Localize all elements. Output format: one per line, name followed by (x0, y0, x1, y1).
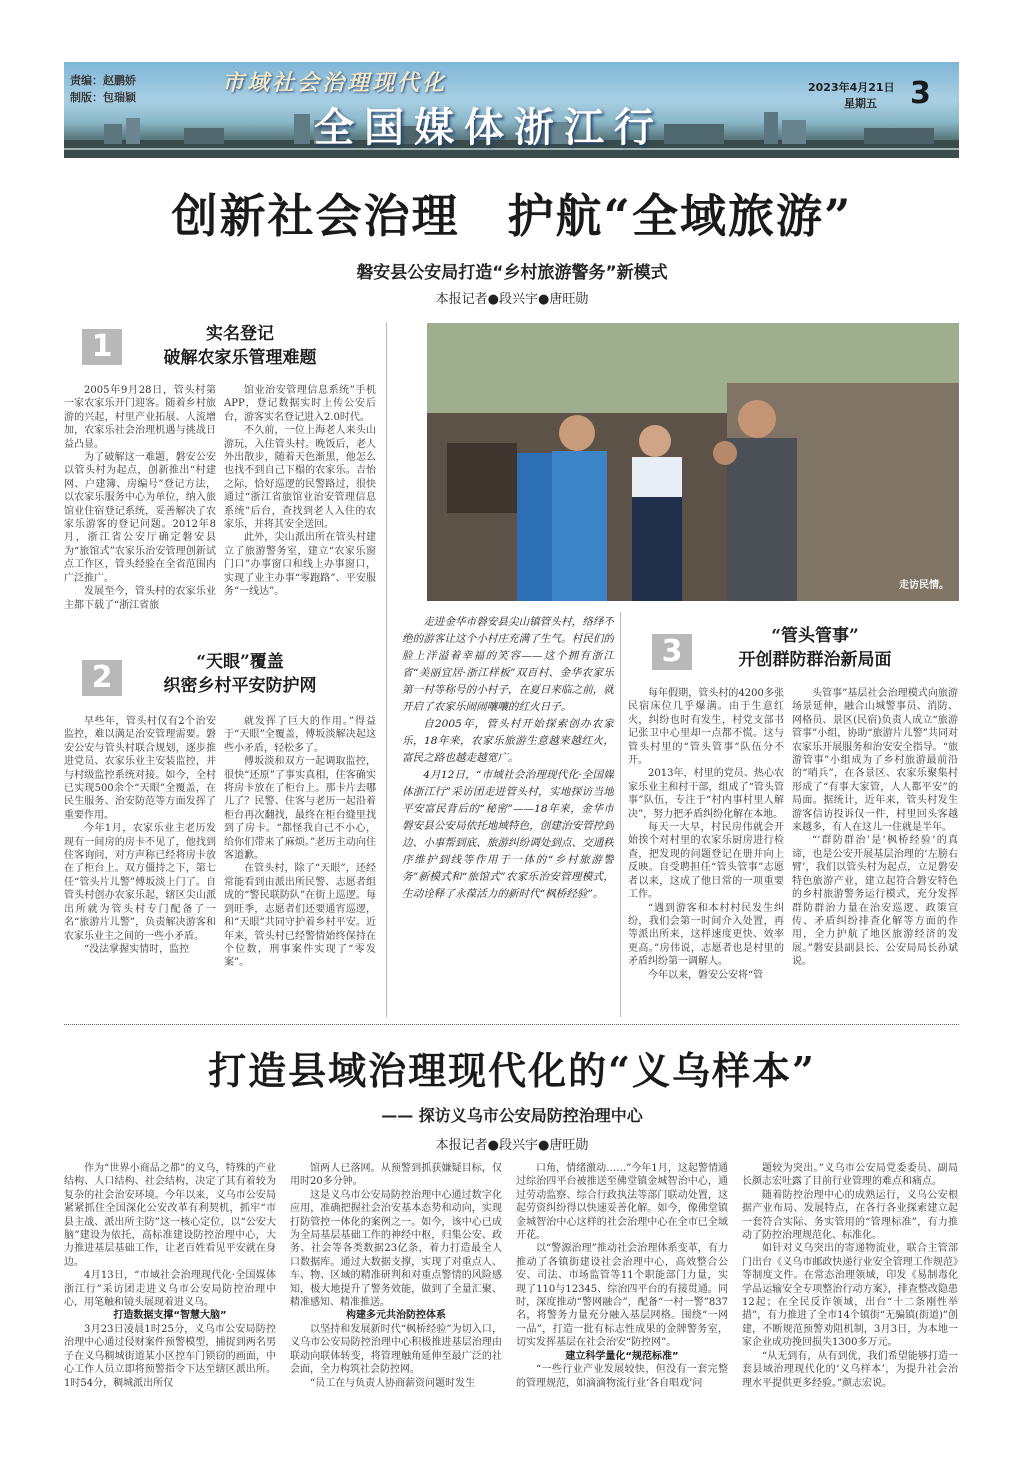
paragraph: 随着防控治理中心的成熟运行，义乌公安根据产业布局、发展特点，在各行各业探索建立起一套符合实际、务实管用的“管理标准”，有力推动了防控治理规范化、标准化。 (742, 1189, 958, 1242)
paragraph: 馆业治安管理信息系统”手机APP，登记数据实时上传公安后台，游客实名登记进入2.0时代。 (224, 385, 376, 423)
paragraph: 自2005年，管头村开始探索创办农家乐，18年来，农家乐旅游生意越来越红火，富民之路也越走越宽广。 (402, 718, 614, 764)
article1-col1b (224, 384, 376, 630)
paragraph: 2013年，村里的党员、热心农家乐业主和村干部，组成了“管头管事”队伍，专注于“村内事村里人解决”，努力把矛盾纠纷化解在本地。 (628, 768, 784, 820)
paragraph: 每年假期，管头村的4200多张民宿床位几乎爆满。由于生意红火，纠纷也时有发生，村党支部书记张卫中心里却一点都不慌。这与管头村里的“管头管事”队伍分不开。 (628, 688, 784, 767)
article2-headline: 打造县域治理现代化的“义乌样本” (208, 1048, 816, 1093)
article1-col2a (64, 715, 216, 1015)
section-title-3-line2: 开创群防群治新局面 (738, 650, 892, 670)
paragraph: 如针对义乌突出的寄递物流业，联合主管部门出台《义乌市邮政快递行业安全管理工作规范》等制度文件。在常态治理领域，印发《易制毒化学品运输安全专项整治行动方案》，排查整改隐患12起；在全民反诈领域，出台“十二条刚性举措”，有力推进了全市14个镇街“无骗镇(街道)”创建，不断规范预警劝阻机制，3月3日，为本地一家企业成功挽回损失1300多万元。 (742, 1243, 958, 1349)
article1-subhead: 磐安县公安局打造“乡村旅游警务”新模式 (356, 263, 668, 283)
paragraph: 今年1月，农家乐业主老历发现有一间房的房卡不见了，他找到住客询问，对方声称已经将房卡放在了柜台上。双方僵持之下，第七任“管头片儿警”傅坂淡上门了。自管头村创办农家乐起，辖区尖山派出所就为管头村专门配备了一名“旅游片儿警”，负责解决游客和农家乐业主之间的一些小矛盾。 (64, 823, 216, 942)
page-number: 3 (910, 76, 931, 111)
paragraph: 2005年9月28日，管头村第一家农家乐开门迎客。随着乡村旅游的兴起，村里产业拓展、人流增加，农家乐社会治理机遇与挑战日益凸显。 (64, 385, 216, 450)
article1-lead (402, 614, 614, 1014)
paragraph: 以坚持和发展新时代“枫桥经验”为切入口，义乌市公安局防控治理中心积极推进基层治理由联动向联体转变，将管理触角延伸至最广泛的社会面，全力构筑社会防控网。 (290, 1323, 502, 1376)
article2-col4 (742, 1162, 958, 1452)
paragraph: “一些行业产业发展较快，但没有一套完整的管理规范，如滴滴物流行业‘各自唱戏’问 (516, 1364, 728, 1389)
paragraph: 早些年，管头村仅有2个治安监控，难以满足治安管理需要。磐安公安与管头村联合规划，逐步推进党员、农家乐业主安装监控，并与村级监控系统对接。如今，全村已实现500余个“天眼”全覆盖，在民生服务、治安防范等方面发挥了重要作用。 (64, 716, 216, 821)
paragraph: 这是义乌市公安局防控治理中心通过数字化应用，准确把握社会治安基本态势和动向，实现打防管控一体化的案例之一。如今，该中心已成为全局基层基础工作的神经中枢，归集公安、政务、社会等各类数据23亿条，着力打造最全人口数据库。通过大数据支撑，实现了对重点人、车、物、区域的精准研判和对重点警情的风险感知，极大地提升了警务效能，做到了全量汇聚、精准感知、精准推送。 (290, 1189, 502, 1309)
section-title-1 (130, 322, 350, 370)
paragraph: “员工在与负责人协商薪资问题时发生 (310, 1377, 476, 1389)
paragraph: 在管头村，除了“天眼”，还经常能看到由派出所民警、志愿者组成的“警民联防队”在街上巡逻。每到旺季，志愿者们还要通宵巡逻，和“天眼”共同守护着乡村平安。近年来，管头村已经警情始终保持在个位数，刑事案件实现了“零发案”。 (224, 863, 376, 969)
issue-weekday: 星期五 (844, 97, 877, 110)
article1-byline: 本报记者●段兴宇●唐旺勋 (435, 292, 589, 307)
paragraph: “没法掌握实情时，监控 (84, 943, 190, 955)
article2-subhead: —— 探访义乌市公安局防控治理中心 (381, 1106, 643, 1125)
column-divider (386, 322, 387, 1017)
section-number-1: 1 (82, 329, 122, 365)
paragraph: 以“警源治理”推动社会治理体系变革，有力推动了各镇街建设社会治理中心，高效整合公安、司法、市场监管等11个职能部门力量，实现了110与12345、综治四平台的有接贯通。同时，深度推动“警网融合”，配备“一村一警”837名，将警务力量充分融入基层网格。围绕“一网一品”，打造一批有标志性成果的金牌警务室，切实发挥基层在社会治安“防控网”。 (516, 1243, 728, 1349)
section-number-3: 3 (652, 634, 692, 670)
masthead-title: 全国媒体浙江行 (314, 104, 664, 151)
section-title-2-line2: 织密乡村平安防护网 (163, 676, 317, 696)
section-title-3 (700, 624, 930, 672)
subheading-2: 构建多元共治防控体系 (346, 1310, 446, 1322)
paragraph: “从无到有，从有到优，我们希望能够打造一套县域治理现代化的‘义乌样本’，为提升社会治理水平提供更多经验。”颜志宏说。 (742, 1350, 958, 1389)
paragraph: “‘群防群治’是‘枫桥经验’的真谛，也是公安开展基层治理的‘左膀右臂’，我们以管头村为起点，立足磐安特色旅游产业，建立起符合磐安特色的乡村旅游警务运行模式，充分发挥群防群治力量在治安巡逻、政策宣传、矛盾纠纷排查化解等方面的作用，全力护航了地区旅游经济的发展。”磐安县副县长、公安局局长孙斌说。 (792, 835, 958, 968)
paragraph: 走进金华市磐安县尖山镇管头村，络绎不绝的游客让这个小村庄充满了生气。村民们的脸上洋溢着幸福的笑容——这个拥有浙江省“美丽宜居·浙江样板”双百村、金华农家乐第一村等称号的小村子，在夏日来临之前，就开启了农家乐闹闹嚷嚷的红火日子。 (402, 616, 614, 713)
subheading-1: 打造数据支撑“智慧大脑” (113, 1310, 227, 1322)
paragraph: 4月12日，“市域社会治理现代化·全国媒体浙江行”采访团走进管头村，实地探访当地平安富民背后的“秘密”——18年来，金华市磐安县公安局依托地域特色，创建治安管控到边、小事帮到底、旅游纠纷调处到点、交通秩序维护到线等作用于一体的“乡村旅游警务”新模式和“旅馆式”农家乐治安管理模式，生动诠释了永葆活力的新时代“枫桥经验”。 (402, 769, 614, 900)
paragraph: 不久前，一位上海老人来头山游玩，入住管头村。晚饭后，老人外出散步，随着天色渐黑，他怎么也找不到自己下榻的农家乐。吉怡之际，恰好巡逻的民警路过，很快通过“浙江省旅馆业治安管理信息系统”后台，查找到老人入住的农家乐，并将其安全送回。 (224, 425, 376, 531)
masthead-subtitle: 市域社会治理现代化 (222, 70, 448, 96)
paragraph: 馆两人已落网。从预警到抓获嫌疑目标，仅用时20多分钟。 (290, 1163, 502, 1188)
photo-caption: 走访民情。 (899, 580, 949, 591)
news-photo (427, 323, 959, 601)
article2-col3 (516, 1162, 728, 1452)
article2-col1 (64, 1162, 276, 1452)
column-divider (620, 612, 621, 1017)
issue-date: 2023年4月21日 (808, 81, 895, 94)
editor-credit: 责编：赵鹏娇 (70, 74, 136, 87)
paragraph: 3月23日凌晨1时25分，义乌市公安局防控治理中心通过侵财案件预警模型，捕捉到两名男子在义乌稠城街道某小区控车门锁窃的画面，中心工作人员立即将预警指令下达至辖区派出所。1时54分，稠城派出所仅 (64, 1323, 276, 1389)
paragraph: 每天一大早，村民房伟就会开始挨个对村里的农家乐厨房进行检查，把发现的问题登记在册并向上反映。自受聘担任“管头管事”志愿者以来，这成了他日常的一项重要工作。 (628, 822, 784, 901)
paragraph: 口角，情绪激动……”今年1月，这起警情通过综治四平台被推送至佛堂镇金城智治中心，通过劳动监察、综合行政执法等部门联动处置，这起劳资纠纷得以快速妥善化解。如今，像佛堂镇金城智治中心这样的社会治理中心在全市已全域开花。 (516, 1163, 728, 1242)
section-title-1-line1: 实名登记 (206, 324, 274, 344)
section-title-1-line2: 破解农家乐管理难题 (163, 348, 317, 368)
paragraph: 作为“世界小商品之都”的义乌，特殊的产业结构、人口结构、社会结构，决定了其有着较为复杂的社会治安环境。今年以来，义乌市公安局紧紧抓住全国深化公安改革有利契机，抓牢“市县主战、派出所主防”这一核心定位，以“公安大脑”建设为依托，高标准建设防控治理中心，大力推进基层基础工作，让老百姓看见平安就在身边。 (64, 1163, 276, 1268)
article2-col2 (290, 1162, 502, 1452)
paragraph: 4月13日，“市域社会治理现代化·全国媒体浙江行”采访团走进义乌市公安局防控治理中心，用笔触和镜头展现着进义乌。 (64, 1270, 276, 1309)
article1-col2b (224, 715, 376, 1015)
section-title-2-line1: “天眼”覆盖 (196, 652, 284, 672)
article1-headline: 创新社会治理 护航“全域旅游” (171, 189, 853, 243)
paragraph: 就发挥了巨大的作用。”得益于“天眼”全覆盖，傅坂淡解决起这些小矛盾，轻松多了。 (224, 716, 376, 754)
subheading-3: 建立科学量化“规范标准” (565, 1350, 679, 1362)
paragraph: 此外，尖山派出所在管头村建立了旅游警务室，建立“农家乐窗门口”办事窗口和线上办事窗口，实现了业主办事“零跑路”、平安服务“一线达”。 (224, 532, 376, 598)
article1-col1a (64, 384, 216, 630)
section-title-3-line1: “管头管事” (771, 626, 859, 646)
paragraph: 发展至今，管头村的农家乐业主都下载了“浙江省旅 (64, 586, 216, 611)
article-separator (64, 1024, 959, 1025)
paragraph: 头管事”基层社会治理模式向旅游场景延伸，融合山城警事员、消防、网格员、景区(民宿)负责人成立“旅游管事”小组，协助“旅游片儿警”共同对农家乐开展服务和治安安全指导。“旅游管事”小组成为了乡村旅游最前沿的“哨兵”，在各景区、农家乐聚集村形成了“有事大家管，人人都平安”的局面。据统计，近年来，管头村发生游客信访投诉仅一件，村里回头客越来越多，有人在这儿一住就是半年。 (792, 688, 958, 834)
section-number-2: 2 (82, 660, 122, 696)
paragraph: 今年以来，磐安公安将“管 (648, 969, 764, 981)
photo-illustration (427, 323, 959, 601)
producer-credit: 制版：包瑞颖 (70, 91, 136, 104)
article2-byline: 本报记者●段兴宇●唐旺勋 (435, 1138, 589, 1153)
paragraph: 傅坂淡和双方一起调取监控，很快“还原”了事实真相，住客确实将房卡放在了柜台上。那卡片去哪儿了？民警、住客与老历一起沿着柜台再次翻找，最终在柜台缝里找到了房卡。“都怪我自己不小心，给你们带来了麻烦。”老历主动向住客道歉。 (224, 756, 376, 862)
section-title-2 (130, 650, 350, 698)
paragraph: “遇到游客和本村村民发生纠纷，我们会第一时间介入处置，再等派出所来，这样速度更快、效率更高。”房伟说，志愿者也是村里的矛盾纠纷第一调解人。 (628, 902, 784, 968)
paragraph: 为了破解这一难题，磐安公安以管头村为起点，创新推出“村建网、户建簿、房编号”登记方法，以农家乐服务中心为单位，纳入旅馆业住宿登记系统，妥善解决了农家乐游客的登记问题。2012年8月，浙江省公安厅确定磐安县为“旅馆式”农家乐治安管理创新试点工作区，管头经验在全省范围内广泛推广。 (64, 452, 216, 584)
paragraph: 题较为突出。”义乌市公安局党委委员、副局长颜志宏吐露了目前行业管理的难点和痛点。 (742, 1163, 958, 1188)
article1-col3b (792, 687, 958, 1017)
article1-col3a (628, 687, 784, 1017)
